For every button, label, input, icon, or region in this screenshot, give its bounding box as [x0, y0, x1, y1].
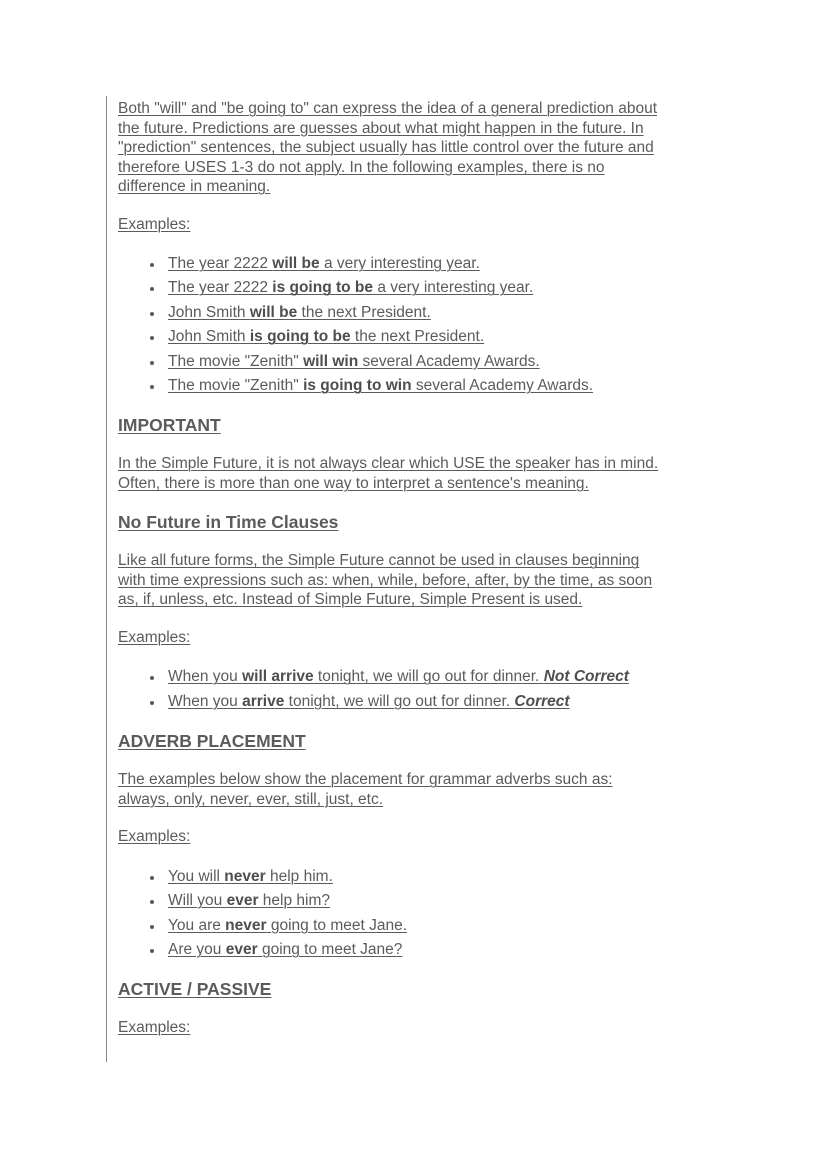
bullet-icon — [150, 336, 154, 340]
list-item: When you will arrive tonight, we will go out for dinner. Not Correct — [148, 665, 708, 689]
left-margin-rule — [106, 96, 107, 1062]
bullet-icon — [150, 900, 154, 904]
bullet-icon — [150, 385, 154, 389]
list-item: You will never help him. — [148, 865, 708, 889]
list-item: Are you ever going to meet Jane? — [148, 938, 708, 962]
list-item: The movie "Zenith" is going to win several Academy Awards. — [148, 374, 708, 398]
bullet-icon — [150, 263, 154, 267]
list-item: John Smith is going to be the next President. — [148, 325, 708, 349]
bullet-icon — [150, 312, 154, 316]
bullet-icon — [150, 876, 154, 880]
bullet-icon — [150, 925, 154, 929]
document-content — [118, 99, 708, 1056]
bullet-icon — [150, 287, 154, 291]
bullet-icon — [150, 361, 154, 365]
list-item: You are never going to meet Jane. — [148, 914, 708, 938]
time-clause-examples-list — [118, 665, 708, 714]
adverb-examples-list — [118, 865, 708, 963]
adverb-placement-heading: ADVERB PLACEMENT — [118, 731, 306, 752]
important-paragraph: In the Simple Future, it is not always clear which USE the speaker has in mind. Often, there is more than one way to interpret a sentence's meaning. — [118, 455, 659, 492]
bullet-icon — [150, 676, 154, 680]
intro-paragraph: Both "will" and "be going to" can express the idea of a general prediction about the future. Predictions are guesses about what might happen in the future. In "prediction" sentences, the subject usually has little control over the future and therefore USES 1-3 do not apply. In the following examples, there is no difference in meaning. — [118, 100, 658, 195]
examples-label: Examples: — [118, 828, 191, 846]
important-heading: IMPORTANT — [118, 415, 221, 436]
examples-label: Examples: — [118, 215, 191, 233]
list-item: Will you ever help him? — [148, 889, 708, 913]
bullet-icon — [150, 949, 154, 953]
list-item: The year 2222 will be a very interesting year. — [148, 252, 708, 276]
list-item: The year 2222 is going to be a very interesting year. — [148, 276, 708, 300]
time-clauses-paragraph: Like all future forms, the Simple Future cannot be used in clauses beginning with time expressions such as: when, while, before, after, by the time, as soon as, if, unless, etc. Instead of Simple Future, Simple Present is used. — [118, 552, 653, 609]
bullet-icon — [150, 701, 154, 705]
list-item: John Smith will be the next President. — [148, 301, 708, 325]
examples-label: Examples: — [118, 1019, 191, 1037]
prediction-examples-list — [118, 252, 708, 398]
examples-label: Examples: — [118, 628, 191, 646]
list-item: When you arrive tonight, we will go out for dinner. Correct — [148, 690, 708, 714]
adverb-paragraph: The examples below show the placement for grammar adverbs such as: always, only, never, ever, still, just, etc. — [118, 771, 613, 808]
time-clauses-heading: No Future in Time Clauses — [118, 512, 339, 533]
list-item: The movie "Zenith" will win several Academy Awards. — [148, 350, 708, 374]
active-passive-heading: ACTIVE / PASSIVE — [118, 979, 272, 1000]
